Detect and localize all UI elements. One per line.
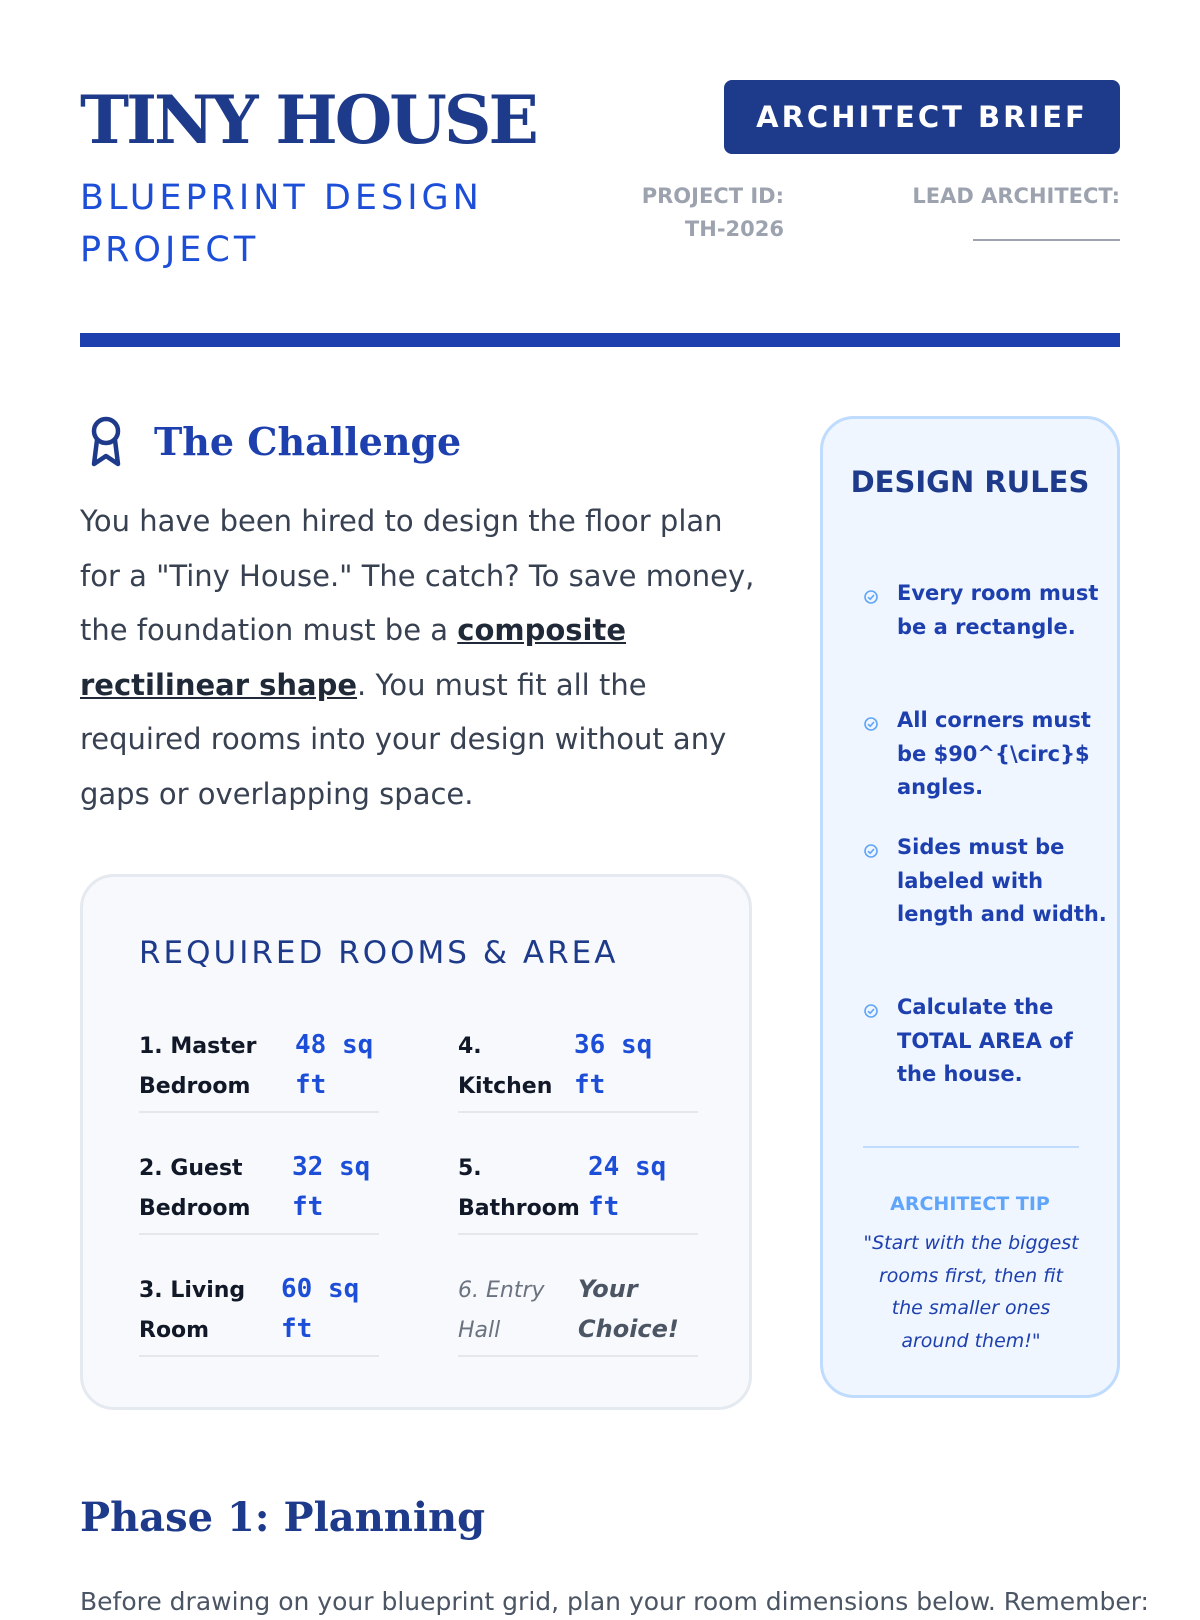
check-circle-icon — [863, 843, 879, 859]
required-rooms-card — [80, 874, 752, 1410]
room-name: 5. Bathroom — [458, 1156, 580, 1221]
rules-divider — [863, 1146, 1079, 1148]
room-item — [458, 1259, 698, 1357]
check-circle-icon — [863, 716, 879, 732]
phase-1-text: Before drawing on your blueprint grid, plan your room dimensions below. Remember: — [80, 1587, 1149, 1616]
room-area: 60 sq ft — [281, 1274, 360, 1344]
room-area: 32 sq ft — [292, 1152, 371, 1222]
rule-text: Every room must be a rectangle. — [897, 581, 1099, 639]
design-rules-card — [820, 416, 1120, 1398]
rule-text: Calculate the TOTAL AREA of the house. — [897, 995, 1073, 1086]
room-item — [139, 1015, 379, 1113]
project-id-value: TH-2026 — [684, 217, 784, 241]
rule-text: Sides must be labeled with length and width. — [897, 835, 1107, 926]
challenge-title: The Challenge — [154, 419, 462, 464]
lead-architect-field — [880, 180, 1120, 246]
room-name: 4. Kitchen — [458, 1034, 553, 1099]
room-area: 48 sq ft — [295, 1030, 374, 1100]
architect-brief-badge — [724, 80, 1120, 154]
award-ribbon-icon — [84, 414, 128, 470]
room-item — [139, 1137, 379, 1235]
challenge-text-start: You have been hired to design the floor plan for a "Tiny House." The catch? To save money, the foundation must be a — [80, 504, 755, 647]
project-id-field — [600, 180, 784, 246]
header-divider — [80, 333, 1120, 347]
room-name: 1. Master Bedroom — [139, 1034, 257, 1099]
tip-quote: "Start with the biggest rooms first, then fit the smaller ones around them!" — [863, 1232, 1079, 1352]
check-circle-icon — [863, 589, 879, 605]
page-title: TINY HOUSE — [80, 81, 536, 159]
lead-architect-value: ______________ — [973, 217, 1120, 241]
project-id-label: PROJECT ID: — [641, 184, 784, 208]
room-name: 2. Guest Bedroom — [139, 1156, 251, 1221]
page-subtitle: BLUEPRINT DESIGN PROJECT — [80, 178, 483, 270]
room-item — [139, 1259, 379, 1357]
rules-title-text: DESIGN RULES — [850, 465, 1090, 499]
challenge-highlight: composite rectilinear shape — [80, 613, 627, 702]
architect-brief-label: ARCHITECT BRIEF — [756, 100, 1088, 134]
rule-text: All corners must be $90^{\circ}$ angles. — [897, 708, 1091, 799]
room-item — [458, 1137, 698, 1235]
phase-1-title: Phase 1: Planning — [80, 1494, 486, 1541]
room-item — [458, 1015, 698, 1113]
lead-architect-label: LEAD ARCHITECT: — [912, 184, 1120, 208]
room-area: 36 sq ft — [574, 1030, 653, 1100]
challenge-text-end: . You must fit all the required rooms into your design without any gaps or overlapping space. — [80, 667, 727, 811]
room-name: 3. Living Room — [139, 1278, 246, 1343]
room-area: 24 sq ft — [588, 1152, 667, 1222]
room-name: 6. Entry Hall — [458, 1278, 545, 1343]
rules-title — [823, 459, 1117, 506]
room-area: Your Choice! — [578, 1275, 679, 1343]
rooms-title: REQUIRED ROOMS & AREA — [139, 935, 619, 971]
tip-title: ARCHITECT TIP — [890, 1193, 1050, 1215]
check-circle-icon — [863, 1003, 879, 1019]
challenge-text — [80, 494, 756, 821]
